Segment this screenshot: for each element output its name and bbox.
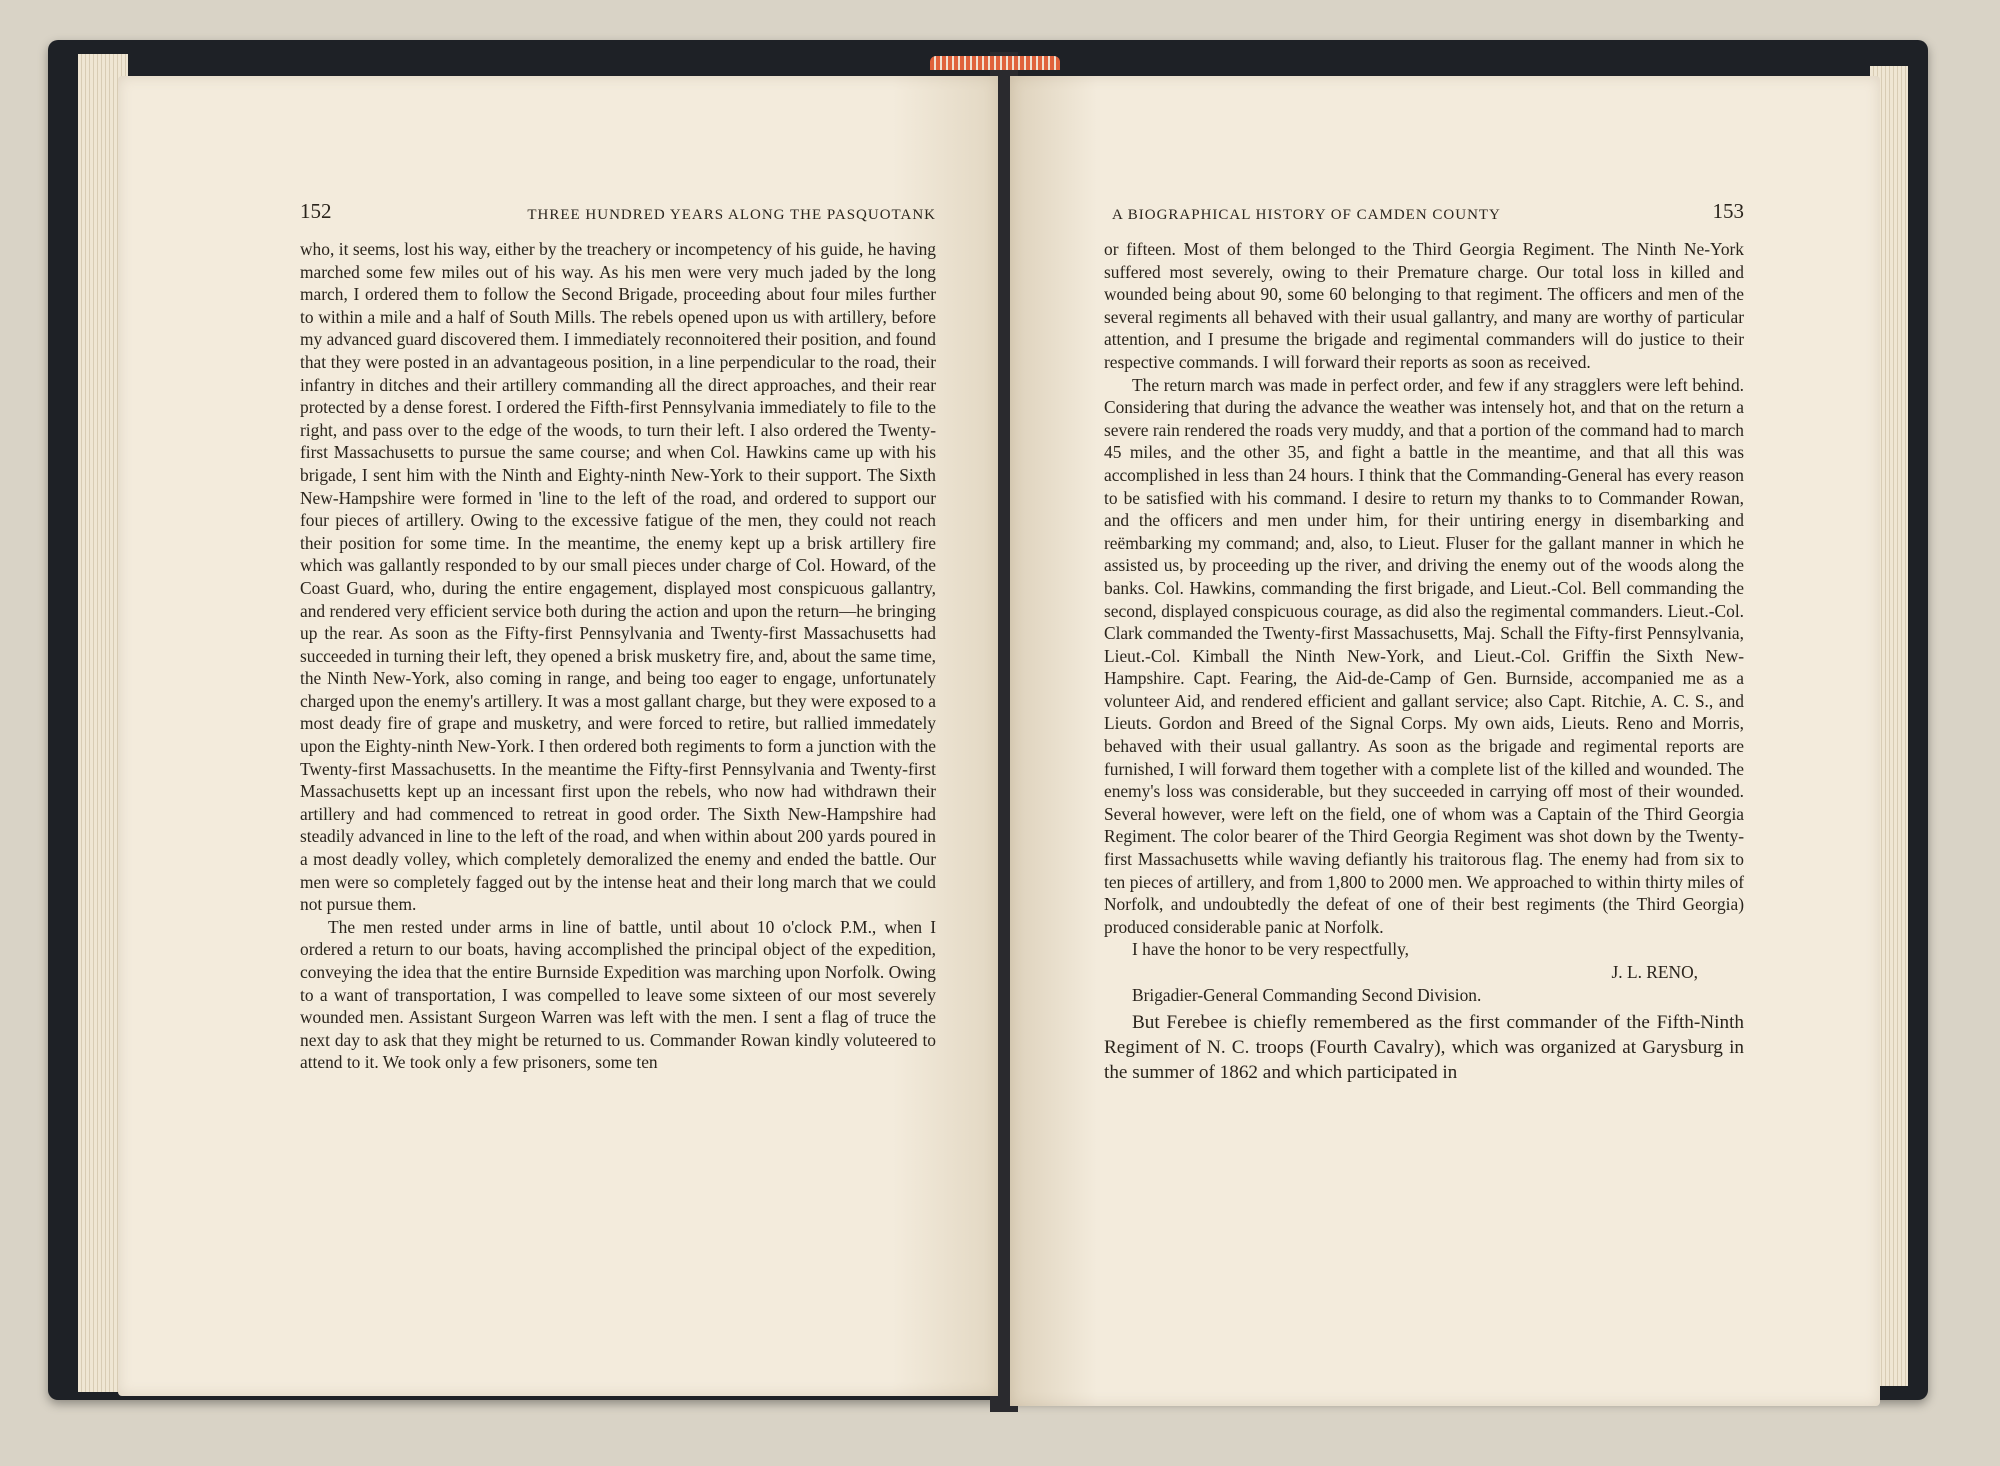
right-running-head-title: A BIOGRAPHICAL HISTORY OF CAMDEN COUNTY	[1112, 207, 1501, 223]
right-paragraph-2: The return march was made in perfect order, and few if any stragglers were left behind. Considering that during the advance the weather was intensely hot, and that on the return a severe rain rendered the roads very muddy, and that a portion of the command had to march 45 miles, and the other 35, and fight a battle in the meantime, and that all this was accomplished in less than 24 hours. I think that the Commanding-General has every reason to be satisfied with his command. I desire to return my thanks to to Commander Rowan, and the officers and men under him, for their untiring energy in disembarking and reëmbarking my command; and, also, to Lieut. Fluser for the gallant manner in which he assisted us, by proceeding up the river, and driving the enemy out of the woods along the banks. Col. Hawkins, commanding the first brigade, and Lieut.-Col. Bell commanding the second, displayed conspicuous courage, as did also the regimental commanders. Lieut.-Col. Clark commanded the Twenty-first Massachusetts, Maj. Schall the Fifty-first Pennsylvania, Lieut.-Col. Kimball the Ninth New-York, and Lieut.-Col. Griffin the Sixth New-Hampshire. Capt. Fearing, the Aid-de-Camp of Gen. Burnside, accompanied me as a volunteer Aid, and rendered efficient and gallant service; also Capt. Ritchie, A. C. S., and Lieuts. Gordon and Breed of the Signal Corps. My own aids, Lieuts. Reno and Morris, behaved with their usual gallantry. As soon as the brigade and regimental reports are furnished, I will forward them together with a complete list of the killed and wounded. The enemy's loss was considerable, but they succeeded in carrying off most of their wounded. Several however, were left on the field, one of whom was a Captain of the Third Georgia Regiment. The color bearer of the Third Georgia Regiment was shot down by the Twenty-first Massachusetts while waving defiantly his traitorous flag. The enemy had from six to ten pieces of artillery, and from 1,800 to 2000 men. We approached to within thirty miles of Norfolk, and undoubtedly the defeat of one of their best regiments (the Third Georgia) produced considerable panic at Norfolk.	[1104, 374, 1744, 937]
closing-paragraph: But Ferebee is chiefly remembered as the first commander of the Fifth-Ninth Regiment of N. C. troops (Fourth Cavalry), which was organized at Garysburg in the summer of 1862 and which participated in	[1104, 1012, 1744, 1084]
right-paragraph-3: I have the honor to be very respectfully,	[1132, 939, 1410, 960]
right-page-number: 153	[1712, 199, 1744, 223]
signature-title: Brigadier-General Commanding Second Division.	[1132, 984, 1482, 1005]
left-paragraph-1: who, it seems, lost his way, either by the treachery or incompetency of his guide, he having marched some few miles out of his way. As his men were very much jaded by the long march, I ordered them to follow the Second Brigade, proceeding about four miles further to within a mile and a half of South Mills. The rebels opened upon us with artillery, before my advanced guard discovered them. I immediately reconnoitered their position, and found that they were posted in an advantageous position, in a line perpendicular to the road, their infantry in ditches and their artillery commanding all the direct approaches, and their rear protected by a dense forest. I ordered the Fifth-first Pennsylvania immediately to file to the right, and pass over to the edge of the woods, to turn their left. I also ordered the Twenty-first Massachusetts to pursue the same course; and when Col. Hawkins came up with his brigade, I sent him with the Ninth and Eighty-ninth New-York to their support. The Sixth New-Hampshire were formed in 'line to the left of the road, and ordered to support our four pieces of artillery. Owing to the excessive fatigue of the men, they could not reach their position for some time. In the meantime, the enemy kept up a brisk artillery fire which was gallantly responded to by our small pieces under charge of Col. Howard, of the Coast Guard, who, during the entire engagement, displayed most conspicuous gallantry, and rendered very efficient service both during the action and upon the return—he bringing up the rear. As soon as the Fifty-first Pennsylvania and Twenty-first Massachusetts had succeeded in turning their left, they opened a brisk musketry fire, and, about the same time, the Ninth New-York, also coming in range, and being too eager to engage, unfortunately charged upon the enemy's artillery. It was a most gallant charge, but they were exposed to a most deady fire of grape and musketry, and were forced to retire, but rallied immedately upon the Eighty-ninth New-York. I then ordered both regiments to form a junction with the Twenty-first Massachusetts. In the meantime the Fifty-first Pennsylvania and Twenty-first Massachusetts kept up an incessant first upon the rebels, who now had withdrawn their artillery and had commenced to retreat in good order. The Sixth New-Hampshire had steadily advanced in line to the left of the road, and when within about 200 yards poured in a most deadly volley, which completely demoralized the enemy and ended the battle. Our men were so completely fagged out by the intense heat and their long march that we could not pursue them.	[300, 239, 937, 915]
right-paragraph-1: or fifteen. Most of them belonged to the Third Georgia Regiment. The Ninth Ne-York suffered most severely, owing to their Premature charge. Our total loss in killed and wounded being about 90, some 60 belonging to that regiment. The officers and men of the several regiments all behaved with their usual gallantry, and many are worthy of particular attention, and I presume the brigade and regimental commanders will do justice to their respective commands. I will forward their reports as soon as received.	[1104, 239, 1744, 372]
signature: J. L. RENO,	[1611, 962, 1698, 982]
left-running-head-title: THREE HUNDRED YEARS ALONG THE PASQUOTANK	[527, 207, 936, 223]
headband	[930, 56, 1060, 70]
left-paragraph-2: The men rested under arms in line of battle, until about 10 o'clock P.M., when I ordered a return to our boats, having accomplished the principal object of the expedition, conveying the idea that the entire Burnside Expedition was marching upon Norfolk. Owing to a want of transportation, I was compelled to leave some sixteen of our most severely wounded men. Assistant Surgeon Warren was left with the men. I sent a flag of truce the next day to ask that they might be returned to us. Commander Rowan kindly voluteered to attend to it. We took only a few prisoners, some ten	[300, 916, 936, 1073]
left-page-number: 152	[300, 199, 332, 223]
